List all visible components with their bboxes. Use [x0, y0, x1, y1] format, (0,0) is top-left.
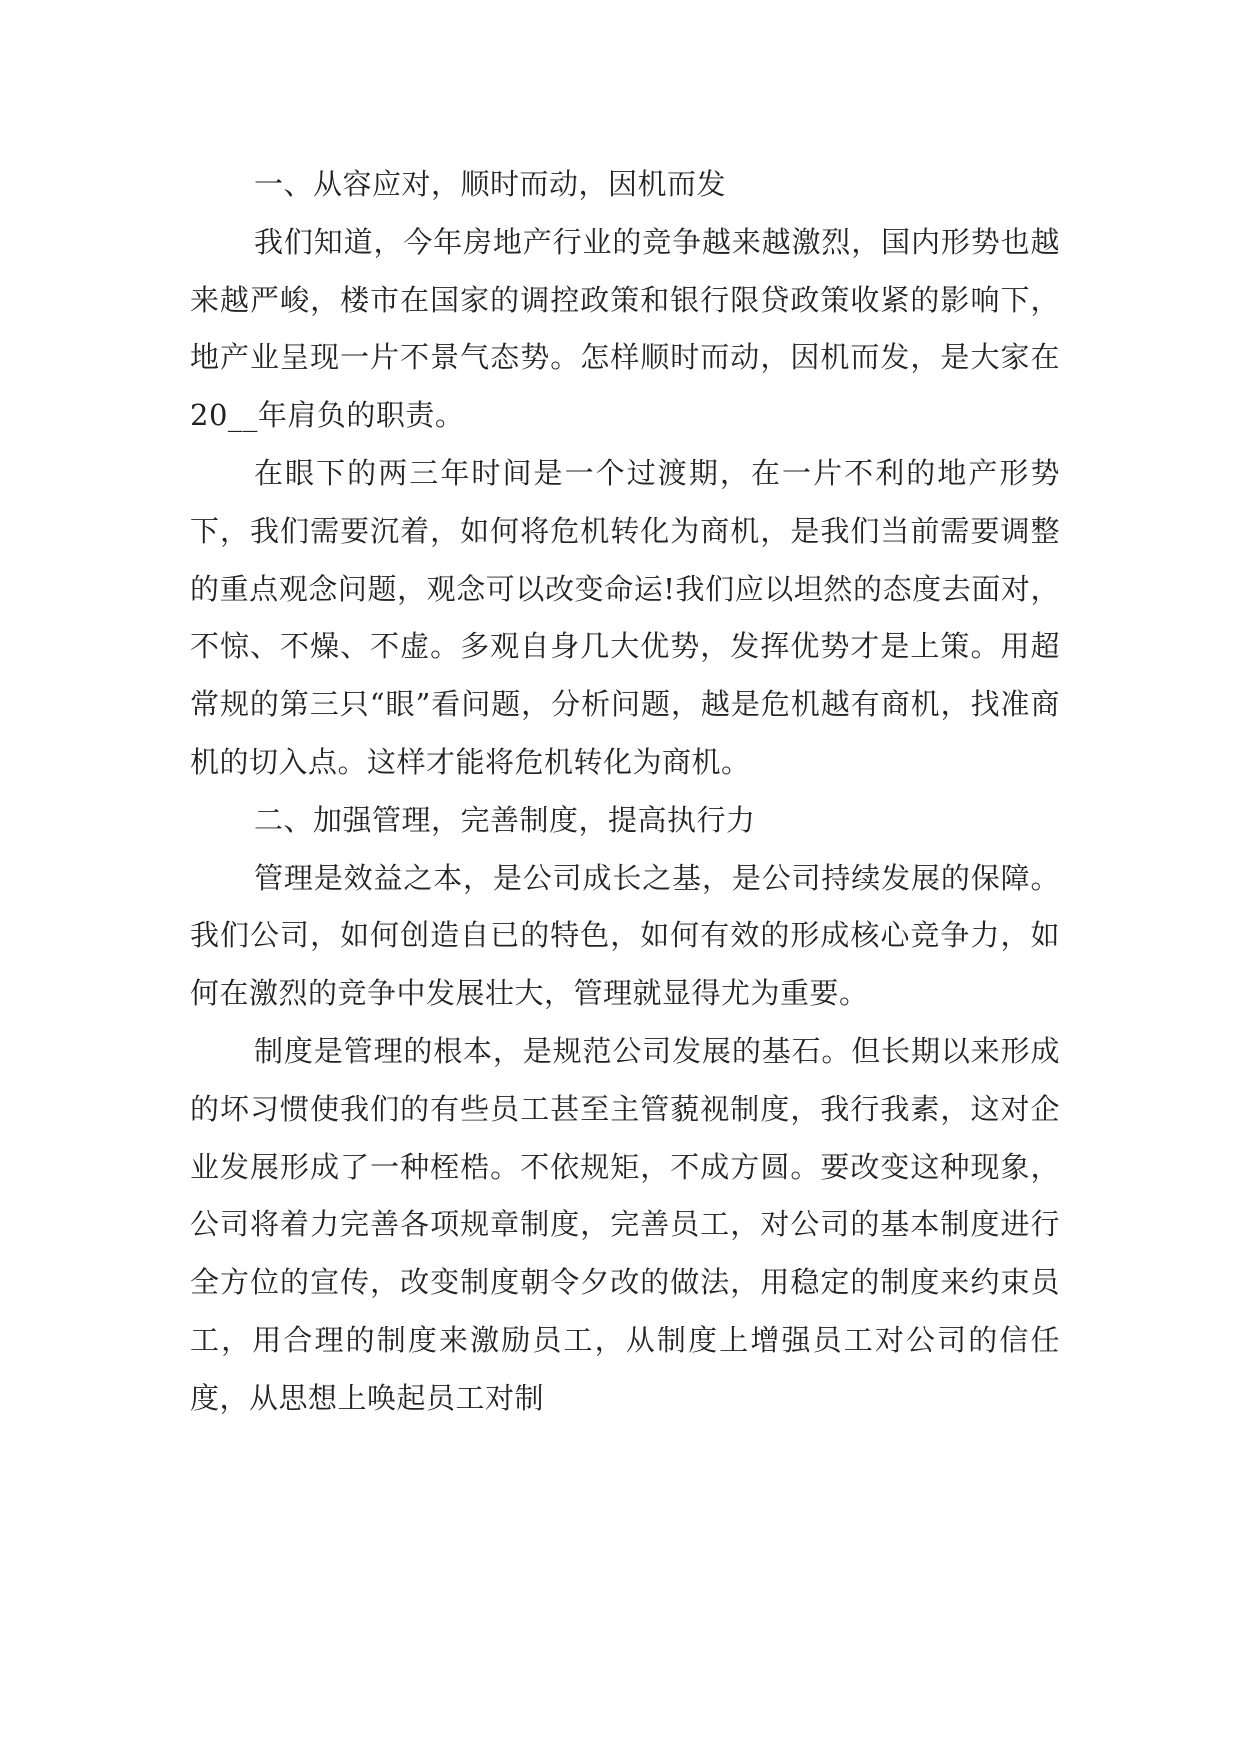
paragraph-2: 在眼下的两三年时间是一个过渡期，在一片不利的地产形势下，我们需要沉着，如何将危机转化为商机，是我们当前需要调整的重点观念问题，观念可以改变命运!我们应以坦然的态度去面对，不惊、不燥、不虚。多观自身几大优势，发挥优势才是上策。用超常规的第三只“眼”看问题，分析问题，越是危机越有商机，找准商机的切入点。这样才能将危机转化为商机。 [190, 455, 1060, 779]
section-heading-2: 二、加强管理，完善制度，提高执行力 [254, 802, 756, 837]
document-body [190, 156, 1060, 1428]
section-heading-1: 一、从容应对，顺时而动，因机而发 [254, 167, 727, 201]
paragraph-1: 我们知道，今年房地产行业的竞争越来越激烈，国内形势也越来越严峻，楼市在国家的调控政策和银行限贷政策收紧的影响下，地产业呈现一片不景气态势。怎样顺时而动，因机而发，是大家在20__年肩负的职责。 [190, 224, 1060, 433]
paragraph-3: 管理是效益之本，是公司成长之基，是公司持续发展的保障。我们公司，如何创造自已的特色，如何有效的形成核心竞争力，如何在激烈的竞争中发展壮大，管理就显得尤为重要。 [190, 860, 1060, 1011]
paragraph-4: 制度是管理的根本，是规范公司发展的基石。但长期以来形成的坏习惯使我们的有些员工甚至主管藐视制度，我行我素，这对企业发展形成了一种桎梏。不依规矩，不成方圆。要改变这种现象，公司将着力完善各项规章制度，完善员工，对公司的基本制度进行全方位的宣传，改变制度朝令夕改的做法，用稳定的制度来约束员工，用合理的制度来激励员工，从制度上增强员工对公司的信任度，从思想上唤起员工对制 [190, 1033, 1060, 1415]
